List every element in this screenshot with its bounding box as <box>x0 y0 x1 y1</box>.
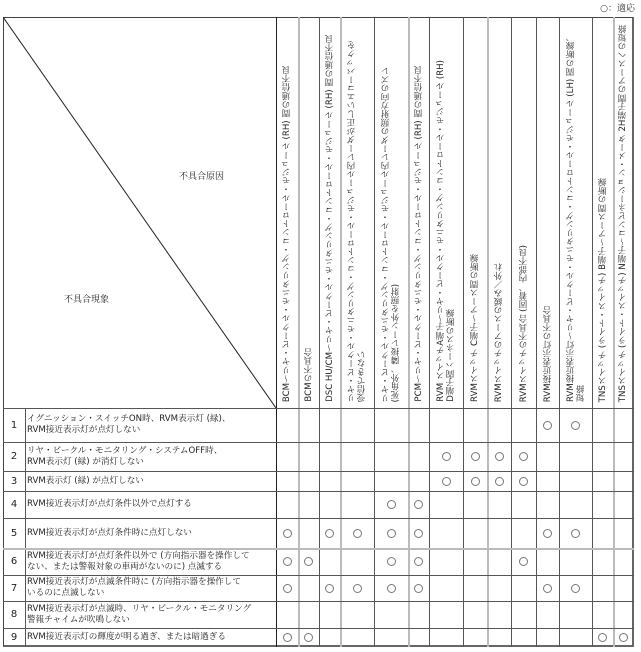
applicable-mark-icon <box>387 584 396 593</box>
cause-header-text: PCM〜リヤ・ビークル・モニタリング・コントロール・モジュール (RH) 間の通信不良 <box>413 66 424 402</box>
applicable-mark-icon <box>495 477 504 486</box>
applicable-mark-icon <box>283 557 292 566</box>
applicable-mark-icon <box>543 421 552 430</box>
cause-header-text: リヤ・ビークル・モニタリング・コントロール・モジュール内レーダが正しいエコーバックを 受信できない <box>347 40 367 402</box>
cause-header <box>319 22 340 402</box>
cause-header <box>429 22 463 402</box>
applicable-mark-icon <box>442 452 451 461</box>
row-number: 7 <box>10 582 18 594</box>
cause-header <box>592 22 613 402</box>
row-number: 8 <box>10 609 18 620</box>
applicable-mark-icon <box>571 529 580 538</box>
row-number: 5 <box>10 527 18 539</box>
applicable-mark-icon <box>442 477 451 486</box>
cause-header <box>408 22 429 402</box>
cause-header <box>340 22 374 402</box>
row-number: 2 <box>10 451 18 462</box>
cause-header <box>511 22 536 402</box>
symptom-text: RVM接近表示灯の輝度が明る過ぎ、または暗過ぎる <box>27 632 226 642</box>
applicable-mark-icon <box>543 584 552 593</box>
cause-header <box>487 22 511 402</box>
applicable-mark-icon <box>387 500 396 509</box>
applicable-mark-icon <box>283 529 292 538</box>
phenomenon-header-label: 不具合現象 <box>64 295 110 305</box>
cause-header-text: TNSスイッチ (ライト・スイッチ) N端子〜コンビネーション・メータ 2H端子間のアースへの短絡 <box>618 24 628 402</box>
cause-header-text: RVM接近表示灯の不具合 <box>542 305 553 402</box>
applicable-mark-icon <box>325 584 334 593</box>
symptom-text: RVM接近表示灯が点滅時、リヤ・ビークル・モニタリング 警報チャイムが吹鳴しない <box>27 603 252 625</box>
applicable-mark-icon <box>387 529 396 538</box>
cause-header-text: RVM スイッチA端子〜リヤ・ビークル・モニタリング・コントロール・モジュール (RH) D端子間ハーネスの断線 <box>436 60 456 402</box>
cause-header-text: BCM〜リヤ・ビークル・モニタリング・コントロール・モジュール (RH) 間の通信不良 <box>282 65 292 402</box>
cause-header <box>536 22 559 402</box>
row-number: 4 <box>10 499 18 510</box>
cause-header <box>559 22 592 402</box>
applicable-mark-icon <box>543 529 552 538</box>
symptom-text: RVM接近表示灯が点灯条件時に点灯しない <box>27 527 192 538</box>
cause-header-text: RVMスイッチ C端子〜アース間の断線 <box>470 254 480 402</box>
applicable-mark-icon <box>283 633 292 642</box>
applicable-mark-icon <box>283 584 292 593</box>
applicable-mark-icon <box>571 584 580 593</box>
applicable-mark-icon <box>471 477 480 486</box>
applicable-mark-icon <box>304 633 313 642</box>
cause-header-text: BCMの不具合 <box>303 348 314 402</box>
applicable-mark-icon <box>495 452 504 461</box>
applicable-mark-icon <box>325 529 334 538</box>
column-divider <box>25 408 26 647</box>
applicable-mark-icon <box>519 557 528 566</box>
cause-header-text: リヤ・ビークル・モニタリング・コントロール・モジュール内レーダの照射方向のズレ (死角外、隣接レーン外を照射) <box>381 66 401 402</box>
applicable-mark-icon <box>414 557 423 566</box>
applicable-mark-icon <box>353 584 362 593</box>
row-number: 9 <box>10 632 18 643</box>
applicable-mark-icon <box>471 452 480 461</box>
applicable-mark-icon <box>519 452 528 461</box>
applicable-mark-icon <box>414 500 423 509</box>
applicable-mark-icon <box>414 584 423 593</box>
applicable-mark-icon <box>414 529 423 538</box>
symptom-text: RVM接近表示灯が点滅条件時に (方向指示器を操作して いるのに点滅しない <box>27 577 241 598</box>
applicable-mark-icon <box>387 557 396 566</box>
cause-header-text: RVMスイッチのアースの緩み／外れ <box>494 262 504 402</box>
applicable-mark-icon <box>304 557 313 566</box>
applicable-mark-icon <box>353 529 362 538</box>
cause-header <box>463 22 487 402</box>
row-number: 3 <box>10 475 18 487</box>
cause-header-text: RVMスイッチの不具合 (固着、内部不良) <box>518 244 529 402</box>
symptom-text: リヤ・ビークル・モニタリング・システムOFF時、 RVM表示灯 (緑) が消灯しない <box>27 445 223 467</box>
row-number: 1 <box>10 419 18 431</box>
cause-header <box>276 22 298 402</box>
applicable-mark-icon <box>619 633 628 642</box>
diagonal-divider <box>3 17 276 408</box>
cause-header-text: RVM接近表示灯〜リヤ・ビークル・モニタリング・コントロール・モジュール (LH) 間の断線、 短絡 <box>565 32 586 402</box>
row-number: 6 <box>10 556 18 567</box>
applicable-mark-icon <box>598 633 607 642</box>
symptom-text: RVM接近表示灯が点灯条件以外で点灯する <box>27 499 192 509</box>
symptom-text: RVM接近表示灯が点灯条件以外で (方向指示器を操作して ない、または警報対象の車両がないのに) 点滅する <box>27 550 250 572</box>
cause-header-label: 不具合原因 <box>179 172 225 182</box>
header-corner-cell <box>3 17 276 408</box>
legend: ○：適応 <box>600 4 635 14</box>
cause-header <box>374 22 408 402</box>
applicable-mark-icon <box>519 477 528 486</box>
cause-header-text: DSC HU/CM〜リヤ・ビークル・モニタリング・コントロール・モジュール (RH) 間の通信不良 <box>324 35 335 402</box>
cause-header <box>298 22 319 402</box>
symptom-text: イグニッション・スイッチON時、RVM表示灯 (緑)、 RVM接近表示灯が点灯しない <box>27 414 231 435</box>
symptom-text: RVM表示灯 (緑) が点灯しない <box>27 475 144 486</box>
cause-header <box>613 22 633 402</box>
applicable-mark-icon <box>571 421 580 430</box>
cause-header-text: TNSスイッチ (ライト・スイッチ) B端子〜アース間の断線 <box>597 177 608 402</box>
